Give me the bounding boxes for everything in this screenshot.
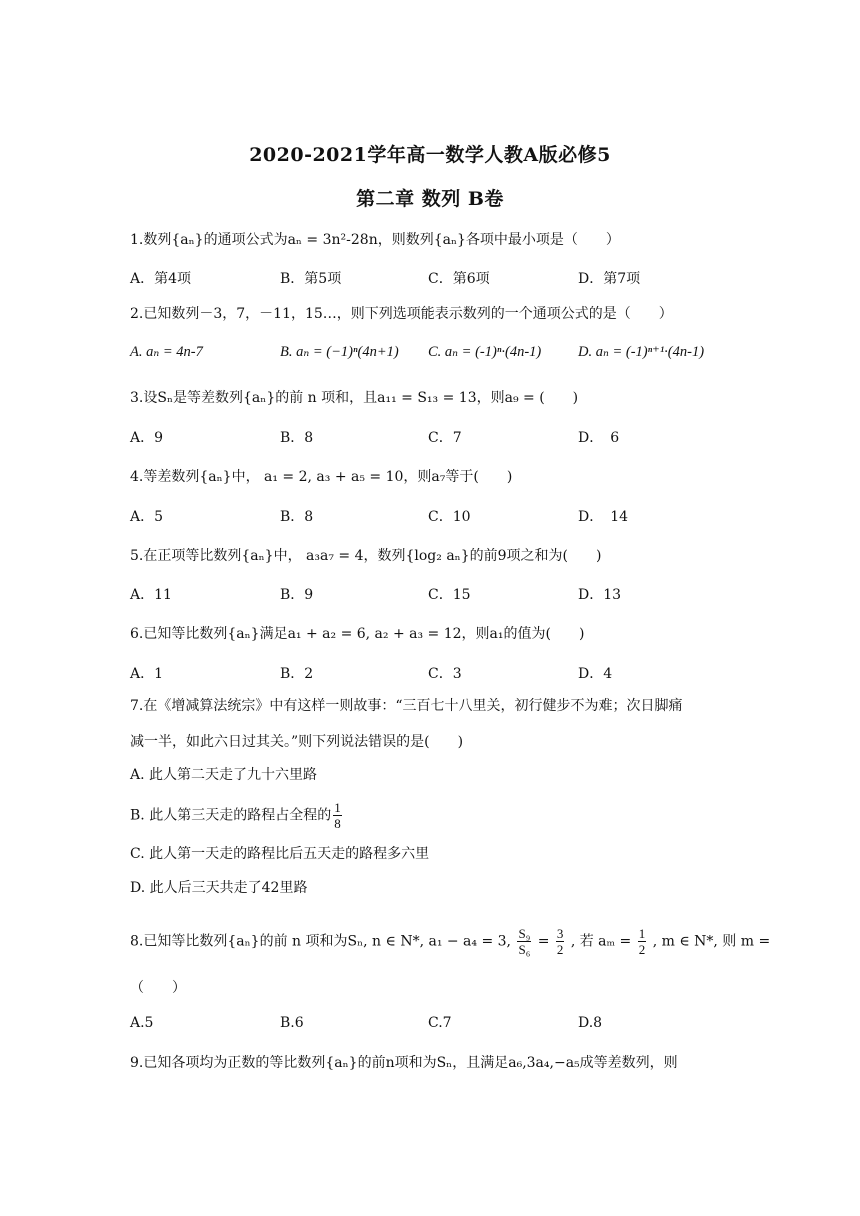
option-c: C．7 [428, 430, 462, 446]
fraction-s9-over-s6: $\frac{\text{S₉}}{\text{S₆}}$ [518, 926, 531, 957]
question-7-stem-line-1: 7.在《增减算法统宗》中有这样一则故事：“三百七十八里关，初行健步不为难；次日脚痛 [130, 698, 683, 714]
option-a: A．1 [130, 666, 164, 682]
question-7-choice-b [130, 800, 344, 831]
document-title: 2020-2021学年高一数学人教A版必修5 [249, 144, 611, 166]
choice-b-text: B. 此人第三天走的路程占全程的 [130, 807, 332, 824]
question-9-stem: 9.已知各项均为正数的等比数列{aₙ}的前n项和为Sₙ，且满足a₆,3a₄,−a₅成等差数列，则 [130, 1055, 678, 1071]
option-b: B．第5项 [280, 271, 342, 287]
q8-part-3: , m ∈ N*, 则 m = [652, 933, 771, 950]
option-b: B. aₙ = (−1)ⁿ(4n+1) [280, 344, 399, 360]
question-6-stem: 6.已知等比数列{aₙ}满足a₁ + a₂ = 6, a₂ + a₃ = 12，则a₁的值为( ) [130, 626, 585, 642]
question-8-options [130, 1013, 730, 1035]
option-c: C.7 [428, 1015, 452, 1031]
question-7-choice-c: C. 此人第一天走的路程比后五天走的路程多六里 [130, 846, 430, 862]
question-5-options [130, 585, 730, 607]
question-4-options [130, 507, 730, 529]
question-7-choice-a: A. 此人第二天走了九十六里路 [130, 767, 318, 783]
question-8-stem [130, 926, 770, 957]
fraction-one-eighth: $\frac{1}{8}$ [334, 800, 341, 831]
option-b: B．2 [280, 666, 314, 682]
question-1-options [130, 269, 730, 291]
option-d: D．4 [578, 666, 613, 682]
question-7-choice-d: D. 此人后三天共走了42里路 [130, 880, 308, 896]
option-d: D． 14 [578, 509, 629, 525]
q8-part-2: , 若 aₘ = [570, 933, 632, 950]
question-1-stem: 1.数列{aₙ}的通项公式为aₙ = 3n²-28n，则数列{aₙ}各项中最小项是（ ） [130, 232, 620, 248]
option-a: A. aₙ = 4n-7 [130, 344, 203, 360]
option-d: D．13 [578, 587, 622, 603]
q8-equals: = [537, 933, 550, 950]
option-d: D. aₙ = (-1)ⁿ⁺¹·(4n-1) [578, 344, 705, 360]
question-5-stem: 5.在正项等比数列{aₙ}中， a₃a₇ = 4，数列{log₂ aₙ}的前9项之和为( ) [130, 548, 602, 564]
option-b: B．8 [280, 509, 314, 525]
question-8-answer-paren: （ ） [130, 980, 186, 996]
fraction-one-half: $\frac{1}{2}$ [638, 926, 646, 957]
option-b: B．9 [280, 587, 314, 603]
option-a: A．第4项 [130, 271, 192, 287]
option-c: C. aₙ = (-1)ⁿ·(4n-1) [428, 344, 542, 360]
q8-part-1: 8.已知等比数列{aₙ}的前 n 项和为Sₙ, n ∈ N*, a₁ − a₄ = 3, [130, 933, 512, 950]
option-d: D． 6 [578, 430, 620, 446]
option-c: C．10 [428, 509, 471, 525]
option-a: A．5 [130, 509, 164, 525]
option-b: B．8 [280, 430, 314, 446]
question-3-stem: 3.设Sₙ是等差数列{aₙ}的前 n 项和，且a₁₁ = S₁₃ = 13，则a₉ = ( ) [130, 390, 579, 406]
option-a: A．9 [130, 430, 164, 446]
option-a: A．11 [130, 587, 172, 603]
fraction-three-halves: $\frac{3}{2}$ [556, 926, 564, 957]
option-d: D.8 [578, 1015, 603, 1031]
option-d: D．第7项 [578, 271, 641, 287]
option-c: C．15 [428, 587, 471, 603]
question-3-options [130, 428, 730, 450]
question-2-options [130, 342, 730, 364]
question-4-stem: 4.等差数列{aₙ}中， a₁ = 2, a₃ + a₅ = 10，则a₇等于( ) [130, 469, 513, 485]
option-b: B.6 [280, 1015, 304, 1031]
question-6-options [130, 664, 730, 686]
option-c: C．第6项 [428, 271, 490, 287]
question-7-stem-line-2: 减一半，如此六日过其关。”则下列说法错误的是( ) [130, 734, 464, 750]
option-a: A.5 [130, 1015, 154, 1031]
question-2-stem: 2.已知数列－3，7，－11，15…，则下列选项能表示数列的一个通项公式的是（ ） [130, 306, 673, 322]
document-subtitle: 第二章 数列 B卷 [356, 188, 504, 210]
option-c: C．3 [428, 666, 462, 682]
